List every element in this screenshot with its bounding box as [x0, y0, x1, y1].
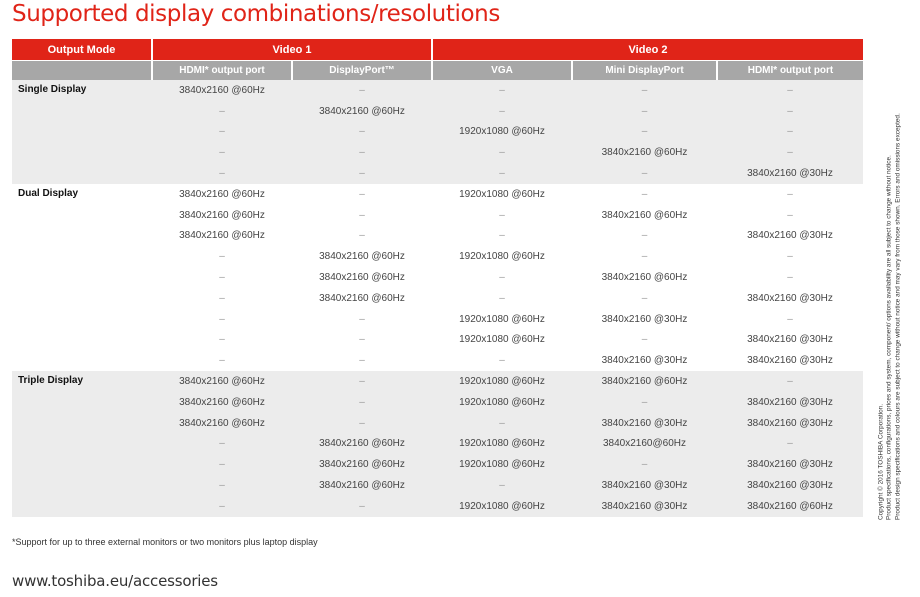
- port-header-hdmi-1: HDMI* output port: [152, 61, 292, 81]
- copyright-line: Copyright © 2016 TOSHIBA Corporation.: [877, 403, 885, 520]
- table-cell: –: [432, 101, 572, 122]
- table-cell: 1920x1080 @60Hz: [432, 246, 572, 267]
- table-cell: 3840x2160 @60Hz: [572, 371, 717, 392]
- table-cell: 3840x2160 @30Hz: [572, 350, 717, 371]
- table-cell: 3840x2160 @60Hz: [572, 267, 717, 288]
- table-cell: –: [292, 226, 432, 247]
- table-cell: –: [717, 309, 863, 330]
- table-cell: –: [572, 330, 717, 351]
- port-header-hdmi-2: HDMI* output port: [717, 61, 863, 81]
- table-cell: –: [152, 163, 292, 184]
- table-cell: –: [292, 205, 432, 226]
- table-cell: –: [152, 454, 292, 475]
- header-row-top: [12, 39, 863, 61]
- table-cell: 3840x2160 @60Hz: [152, 205, 292, 226]
- table-cell: –: [292, 496, 432, 517]
- video1-header: Video 1: [152, 39, 432, 61]
- table-cell: –: [717, 122, 863, 143]
- table-cell: 3840x2160 @30Hz: [717, 288, 863, 309]
- table-cell: 3840x2160 @60Hz: [292, 454, 432, 475]
- table-cell: 3840x2160 @30Hz: [717, 413, 863, 434]
- table-cell: –: [572, 288, 717, 309]
- table-cell: 3840x2160 @60Hz: [292, 288, 432, 309]
- table-cell: 3840x2160 @60Hz: [152, 184, 292, 205]
- table-cell: –: [292, 142, 432, 163]
- disclaimer-line: Product design specifications and colours are subject to change without notice and may vary from those shown. Errors and omissions excepted.: [894, 113, 902, 520]
- table-cell: –: [152, 350, 292, 371]
- table-cell: –: [432, 350, 572, 371]
- table-cell: 3840x2160 @30Hz: [717, 226, 863, 247]
- page-title: Supported display combinations/resolutions: [12, 1, 500, 27]
- table-cell: 3840x2160 @60Hz: [152, 226, 292, 247]
- video2-header: Video 2: [432, 39, 863, 61]
- header-row-ports: [12, 61, 863, 81]
- table-cell: 3840x2160 @60Hz: [292, 475, 432, 496]
- table-cell: –: [152, 475, 292, 496]
- disclaimer-line: Product specifications, configurations, prices and system, component/ options availability are all subject to change without notice.: [885, 155, 893, 520]
- display-combinations-table: [12, 39, 863, 517]
- table-cell: –: [292, 163, 432, 184]
- table-row: [12, 80, 863, 101]
- table-cell: 3840x2160 @60Hz: [292, 101, 432, 122]
- port-header-mini-displayport: Mini DisplayPort: [572, 61, 717, 81]
- table-row: [12, 184, 863, 205]
- table-cell: –: [432, 413, 572, 434]
- table-cell: –: [717, 434, 863, 455]
- table-cell: 3840x2160 @30Hz: [717, 350, 863, 371]
- table-cell: –: [717, 142, 863, 163]
- table-cell: –: [292, 184, 432, 205]
- table-cell: 1920x1080 @60Hz: [432, 330, 572, 351]
- table-cell: 1920x1080 @60Hz: [432, 309, 572, 330]
- table-cell: –: [572, 122, 717, 143]
- table-cell: –: [292, 330, 432, 351]
- table-cell: –: [292, 392, 432, 413]
- table-cell: 3840x2160 @30Hz: [717, 454, 863, 475]
- table-cell: –: [152, 330, 292, 351]
- table-cell: –: [572, 163, 717, 184]
- table-cell: 1920x1080 @60Hz: [432, 454, 572, 475]
- table-cell: –: [152, 246, 292, 267]
- table-cell: –: [717, 205, 863, 226]
- table-cell: –: [152, 267, 292, 288]
- table-cell: 1920x1080 @60Hz: [432, 496, 572, 517]
- port-header-vga: VGA: [432, 61, 572, 81]
- table-cell: 3840x2160 @60Hz: [152, 392, 292, 413]
- table-cell: 3840x2160 @60Hz: [292, 246, 432, 267]
- table-cell: 3840x2160 @30Hz: [717, 392, 863, 413]
- table-cell: 1920x1080 @60Hz: [432, 122, 572, 143]
- table-cell: –: [717, 267, 863, 288]
- output-mode-label: Dual Display: [12, 184, 152, 371]
- table-cell: 3840x2160 @60Hz: [572, 205, 717, 226]
- display-group: [12, 80, 863, 184]
- table-cell: –: [572, 184, 717, 205]
- table-cell: –: [572, 392, 717, 413]
- table-cell: 3840x2160 @60Hz: [292, 434, 432, 455]
- table-cell: –: [152, 434, 292, 455]
- table-cell: –: [152, 309, 292, 330]
- table-cell: –: [292, 122, 432, 143]
- table-cell: 1920x1080 @60Hz: [432, 434, 572, 455]
- table-cell: –: [292, 80, 432, 101]
- table-cell: –: [717, 246, 863, 267]
- table-cell: –: [717, 101, 863, 122]
- table-cell: –: [432, 475, 572, 496]
- table-cell: –: [152, 122, 292, 143]
- table-cell: 3840x2160@60Hz: [572, 434, 717, 455]
- table-cell: –: [432, 226, 572, 247]
- table-cell: 3840x2160 @30Hz: [572, 309, 717, 330]
- output-mode-label: Single Display: [12, 80, 152, 184]
- table-cell: –: [432, 80, 572, 101]
- table-cell: –: [572, 226, 717, 247]
- table-cell: –: [292, 309, 432, 330]
- table-cell: 1920x1080 @60Hz: [432, 392, 572, 413]
- table-cell: 3840x2160 @30Hz: [572, 475, 717, 496]
- table-cell: –: [572, 80, 717, 101]
- table-cell: 3840x2160 @30Hz: [572, 413, 717, 434]
- table-cell: –: [292, 350, 432, 371]
- table-cell: 1920x1080 @60Hz: [432, 371, 572, 392]
- table-cell: –: [717, 371, 863, 392]
- table-cell: –: [572, 454, 717, 475]
- table-cell: –: [432, 163, 572, 184]
- output-mode-label: Triple Display: [12, 371, 152, 517]
- table-cell: 3840x2160 @30Hz: [572, 496, 717, 517]
- display-group: [12, 184, 863, 371]
- table-cell: 3840x2160 @60Hz: [152, 413, 292, 434]
- table-cell: –: [432, 288, 572, 309]
- table-cell: –: [572, 246, 717, 267]
- table-cell: 3840x2160 @60Hz: [572, 142, 717, 163]
- table-cell: –: [152, 496, 292, 517]
- table-cell: –: [152, 142, 292, 163]
- table-row: [12, 371, 863, 392]
- table-cell: –: [292, 413, 432, 434]
- table-cell: 3840x2160 @60Hz: [152, 80, 292, 101]
- table-cell: –: [432, 267, 572, 288]
- table-cell: –: [717, 184, 863, 205]
- copyright-side-text: [869, 8, 911, 520]
- table-cell: –: [432, 142, 572, 163]
- table-cell: –: [572, 101, 717, 122]
- table-cell: 3840x2160 @60Hz: [152, 371, 292, 392]
- port-header-displayport: DisplayPort™: [292, 61, 432, 81]
- table-cell: 3840x2160 @30Hz: [717, 475, 863, 496]
- website-url: www.toshiba.eu/accessories: [12, 572, 218, 590]
- output-mode-header: Output Mode: [12, 39, 152, 61]
- table-cell: 3840x2160 @60Hz: [292, 267, 432, 288]
- table-cell: 3840x2160 @60Hz: [717, 496, 863, 517]
- table-cell: 3840x2160 @30Hz: [717, 163, 863, 184]
- table-cell: –: [152, 101, 292, 122]
- table-cell: –: [152, 288, 292, 309]
- table-cell: –: [292, 371, 432, 392]
- table-cell: 3840x2160 @30Hz: [717, 330, 863, 351]
- display-group: [12, 371, 863, 517]
- table-cell: –: [432, 205, 572, 226]
- footnote: *Support for up to three external monitors or two monitors plus laptop display: [12, 537, 318, 547]
- mode-subheader: [12, 61, 152, 81]
- table-cell: 1920x1080 @60Hz: [432, 184, 572, 205]
- table-cell: –: [717, 80, 863, 101]
